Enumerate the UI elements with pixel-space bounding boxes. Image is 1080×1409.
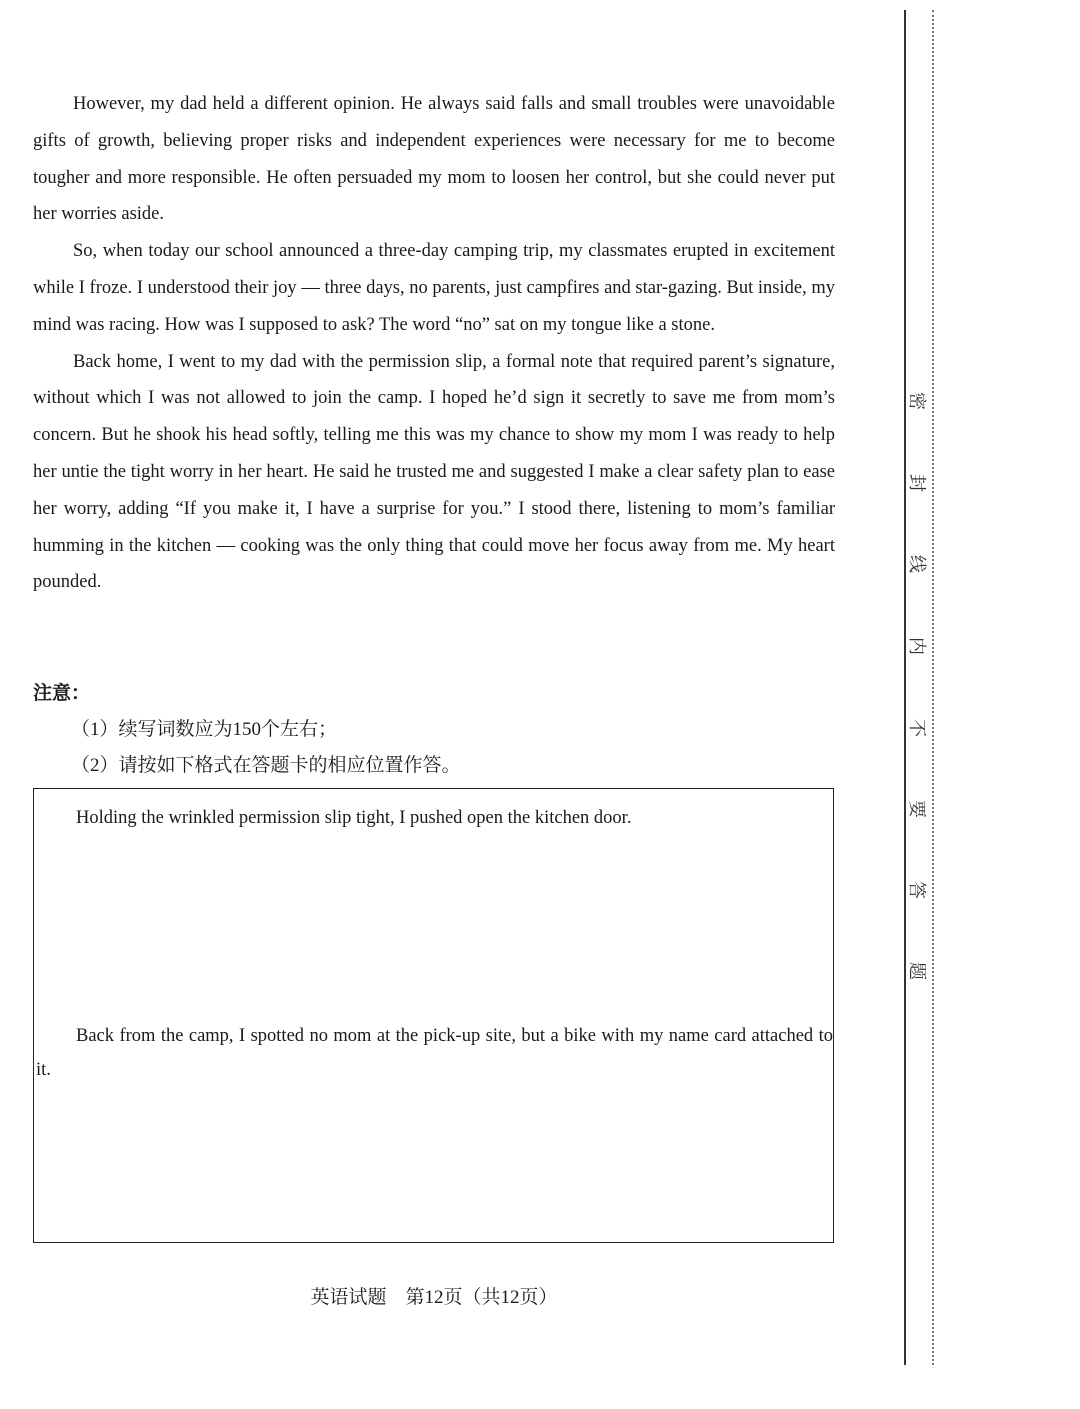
story-paragraph: Back home, I went to my dad with the permission slip, a formal note that required parent’s signature, without which I was not allowed to join the camp. I hoped he’d sign it secretly to save me from mom’s concern. But he shook his head softly, telling me this was my chance to show my mom I was ready to help her untie the tight worry in her heart. He said he trusted me and suggested I make a clear safety plan to ease her worry, adding “If you make it, I have a surprise for you.” I stood there, listening to mom’s familiar humming in the kitchen — cooking was the only thing that could move her focus away from me. My heart pounded. bbox=[33, 351, 835, 593]
notes-section bbox=[33, 676, 461, 784]
story-paragraph: However, my dad held a different opinion. He always said falls and small troubles were unavoidable gifts of growth, believing proper risks and independent experiences were necessary for me to become tougher and more responsible. He often persuaded my mom to loosen her control, but she could never put her worries aside. bbox=[33, 94, 835, 225]
seal-char: 线 bbox=[907, 555, 927, 573]
page-footer: 英语试题 第12页（共12页） bbox=[310, 1287, 558, 1308]
seal-char: 封 bbox=[907, 474, 927, 492]
seal-char: 不 bbox=[907, 719, 927, 737]
answer-para1-start: Holding the wrinkled permission slip tight, I pushed open the kitchen door. bbox=[76, 808, 632, 828]
answer-para2-start: Back from the camp, I spotted no mom at the pick-up site, but a bike with my name card attached to it. bbox=[36, 1026, 833, 1080]
answer-box bbox=[33, 788, 834, 1243]
seal-char: 要 bbox=[907, 800, 927, 818]
cut-line bbox=[932, 10, 934, 1365]
seal-char: 内 bbox=[907, 637, 927, 655]
story-paragraph: So, when today our school announced a three-day camping trip, my classmates erupted in excitement while I froze. I understood their joy — three days, no parents, just campfires and star-gazing. But inside, my mind was racing. How was I supposed to ask? The word “no” sat on my tongue like a stone. bbox=[33, 241, 835, 335]
note-item: （1）续写词数应为150个左右； bbox=[71, 719, 338, 740]
note-item: （2）请按如下格式在答题卡的相应位置作答。 bbox=[71, 755, 461, 776]
seal-char: 密 bbox=[907, 392, 927, 410]
binding-line bbox=[904, 10, 906, 1365]
seal-char: 题 bbox=[907, 962, 927, 980]
seal-char: 答 bbox=[907, 881, 927, 899]
story-text bbox=[33, 86, 835, 601]
notes-title: 注意： bbox=[33, 683, 91, 704]
